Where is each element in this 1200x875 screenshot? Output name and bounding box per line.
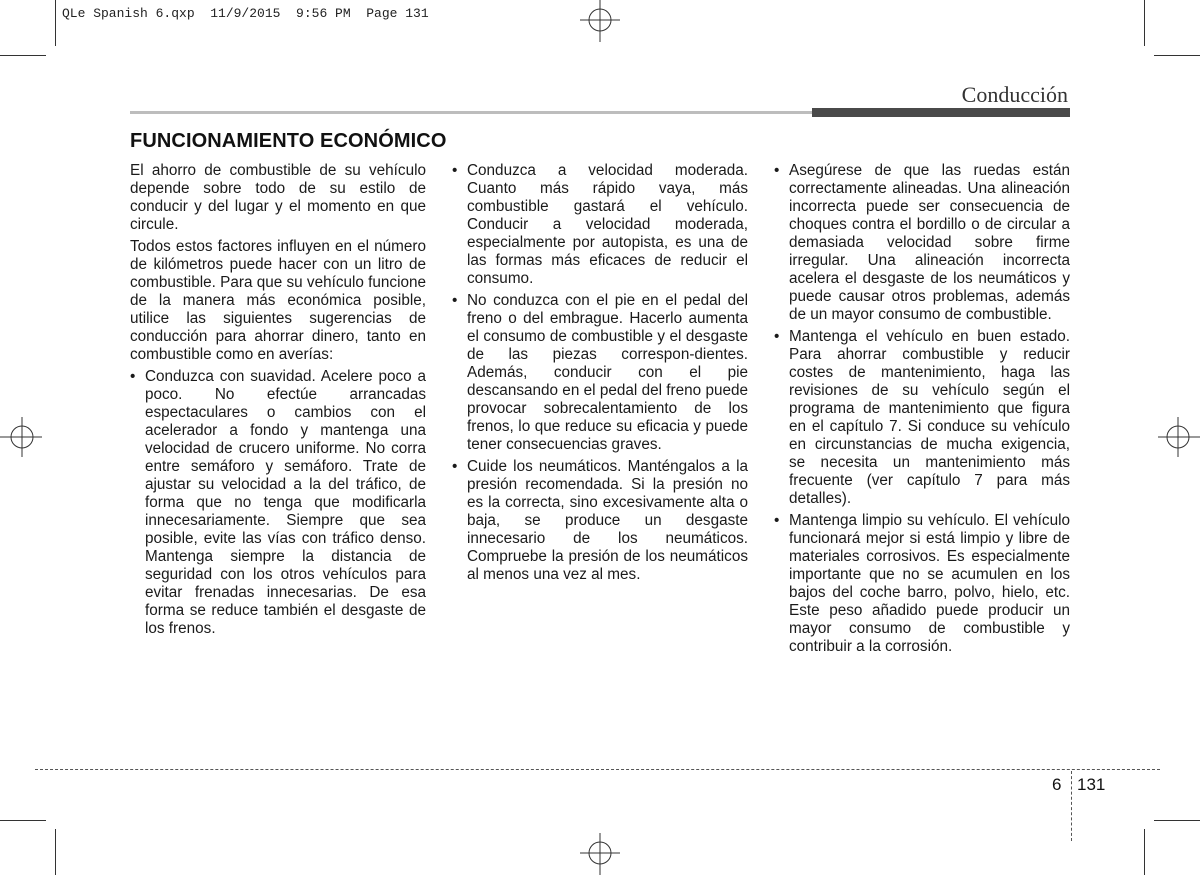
bullet-icon: • (452, 292, 458, 309)
list-item-text: Mantenga limpio su vehículo. El vehículo funcionará mejor si está limpio y libre de materiales corrosivos. Es especialmente importante que no se acumulen en los bajos del coche barro, polvo, hielo, etc. Este peso añadido puede producir un mayor consumo de combustible y contribuir a la corrosión. (789, 512, 1070, 655)
header-bar (812, 108, 1070, 117)
page-number: 131 (1077, 775, 1106, 794)
footer-dashed-rule (35, 769, 1160, 770)
intro-paragraph: Todos estos factores influyen en el número de kilómetros puede hacer con un litro de combustible. Para que su vehículo funcione de la manera más económica posible, utilice las siguientes sugerencias de conducción para ahorrar dinero, tanto en combustible como en averías: (130, 238, 426, 363)
tips-list (130, 368, 426, 638)
list-item-text: Asegúrese de que las ruedas están correctamente alineadas. Una alineación incorrecta puede ser consecuencia de choques contra el bordillo o de circular a demasiada velocidad sobre firme irregular. Una alineación incorrecta acelera el desgaste de los neumáticos y puede causar otros problemas, además de un mayor consumo de combustible. (789, 162, 1070, 323)
list-item-text: Mantenga el vehículo en buen estado. Para ahorrar combustible y reducir costes de mantenimiento, haga las revisiones de su vehículo según el programa de mantenimiento que figura en el capítulo 7. Si conduce su vehículo en circunstancias de mucha exigencia, se necesita un mantenimiento más frecuente (ver capítulo 7 para más detalles). (789, 328, 1070, 507)
list-item (774, 328, 1070, 508)
text-column-3 (774, 162, 1070, 660)
chapter-number: 6 (1052, 775, 1062, 794)
list-item-text: Conduzca a velocidad moderada. Cuanto más rápido vaya, más combustible gastará el vehículo. Conducir a velocidad moderada, especialmente por autopista, es una de las formas más eficaces de reducir el consumo. (467, 162, 748, 287)
registration-mark-top (578, 0, 622, 44)
bullet-icon: • (452, 162, 458, 179)
footer-dashed-divider (1071, 771, 1072, 841)
list-item-text: No conduzca con el pie en el pedal del freno o del embrague. Hacerlo aumenta el consumo de combustible y el desgaste de las piezas correspon-dientes. Además, conducir con el pie descansando en el pedal del freno puede provocar sobrecalentamiento de los frenos, lo que reduce su eficacia y puede tener consecuencias graves. (467, 292, 748, 453)
list-item (774, 162, 1070, 324)
header-rule (130, 111, 812, 114)
print-slug-line: QLe Spanish 6.qxp 11/9/2015 9:56 PM Page 131 (62, 6, 429, 21)
bullet-icon: • (774, 162, 780, 179)
list-item-text: Conduzca con suavidad. Acelere poco a poco. No efectúe arrancadas espectaculares o cambios con el acelerador a fondo y mantenga una velocidad de crucero uniforme. No corra entre semáforo y semáforo. Trate de ajustar su velocidad a la del tráfico, de forma que no tenga que modificarla innecesariamente. Siempre que sea posible, evite las vías con tráfico denso. Mantenga siempre la distancia de seguridad con los otros vehículos para evitar frenadas innecesarias. De esa forma se reduce también el desgaste de los frenos. (145, 368, 426, 637)
tips-list (774, 162, 1070, 656)
list-item (774, 512, 1070, 656)
text-column-2 (452, 162, 748, 588)
list-item-text: Cuide los neumáticos. Manténgalos a la presión recomendada. Si la presión no es la correcta, sino excesivamente alta o baja, se produce un desgaste innecesario de los neumáticos. Compruebe la presión de los neumáticos al menos una vez al mes. (467, 458, 748, 583)
list-item (452, 162, 748, 288)
registration-mark-right (1156, 415, 1200, 459)
tips-list (452, 162, 748, 584)
section-title: Conducción (961, 82, 1068, 107)
text-column-1 (130, 162, 426, 642)
bullet-icon: • (452, 458, 458, 475)
intro-paragraph: El ahorro de combustible de su vehículo depende sobre todo de su estilo de conducir y del lugar y el momento en que circule. (130, 162, 426, 233)
list-item (452, 292, 748, 454)
list-item (452, 458, 748, 584)
list-item (130, 368, 426, 638)
page-heading: FUNCIONAMIENTO ECONÓMICO (130, 130, 447, 152)
bullet-icon: • (774, 328, 780, 345)
bullet-icon: • (774, 512, 780, 529)
bullet-icon: • (130, 368, 136, 385)
registration-mark-bottom (578, 831, 622, 875)
registration-mark-left (0, 415, 44, 459)
